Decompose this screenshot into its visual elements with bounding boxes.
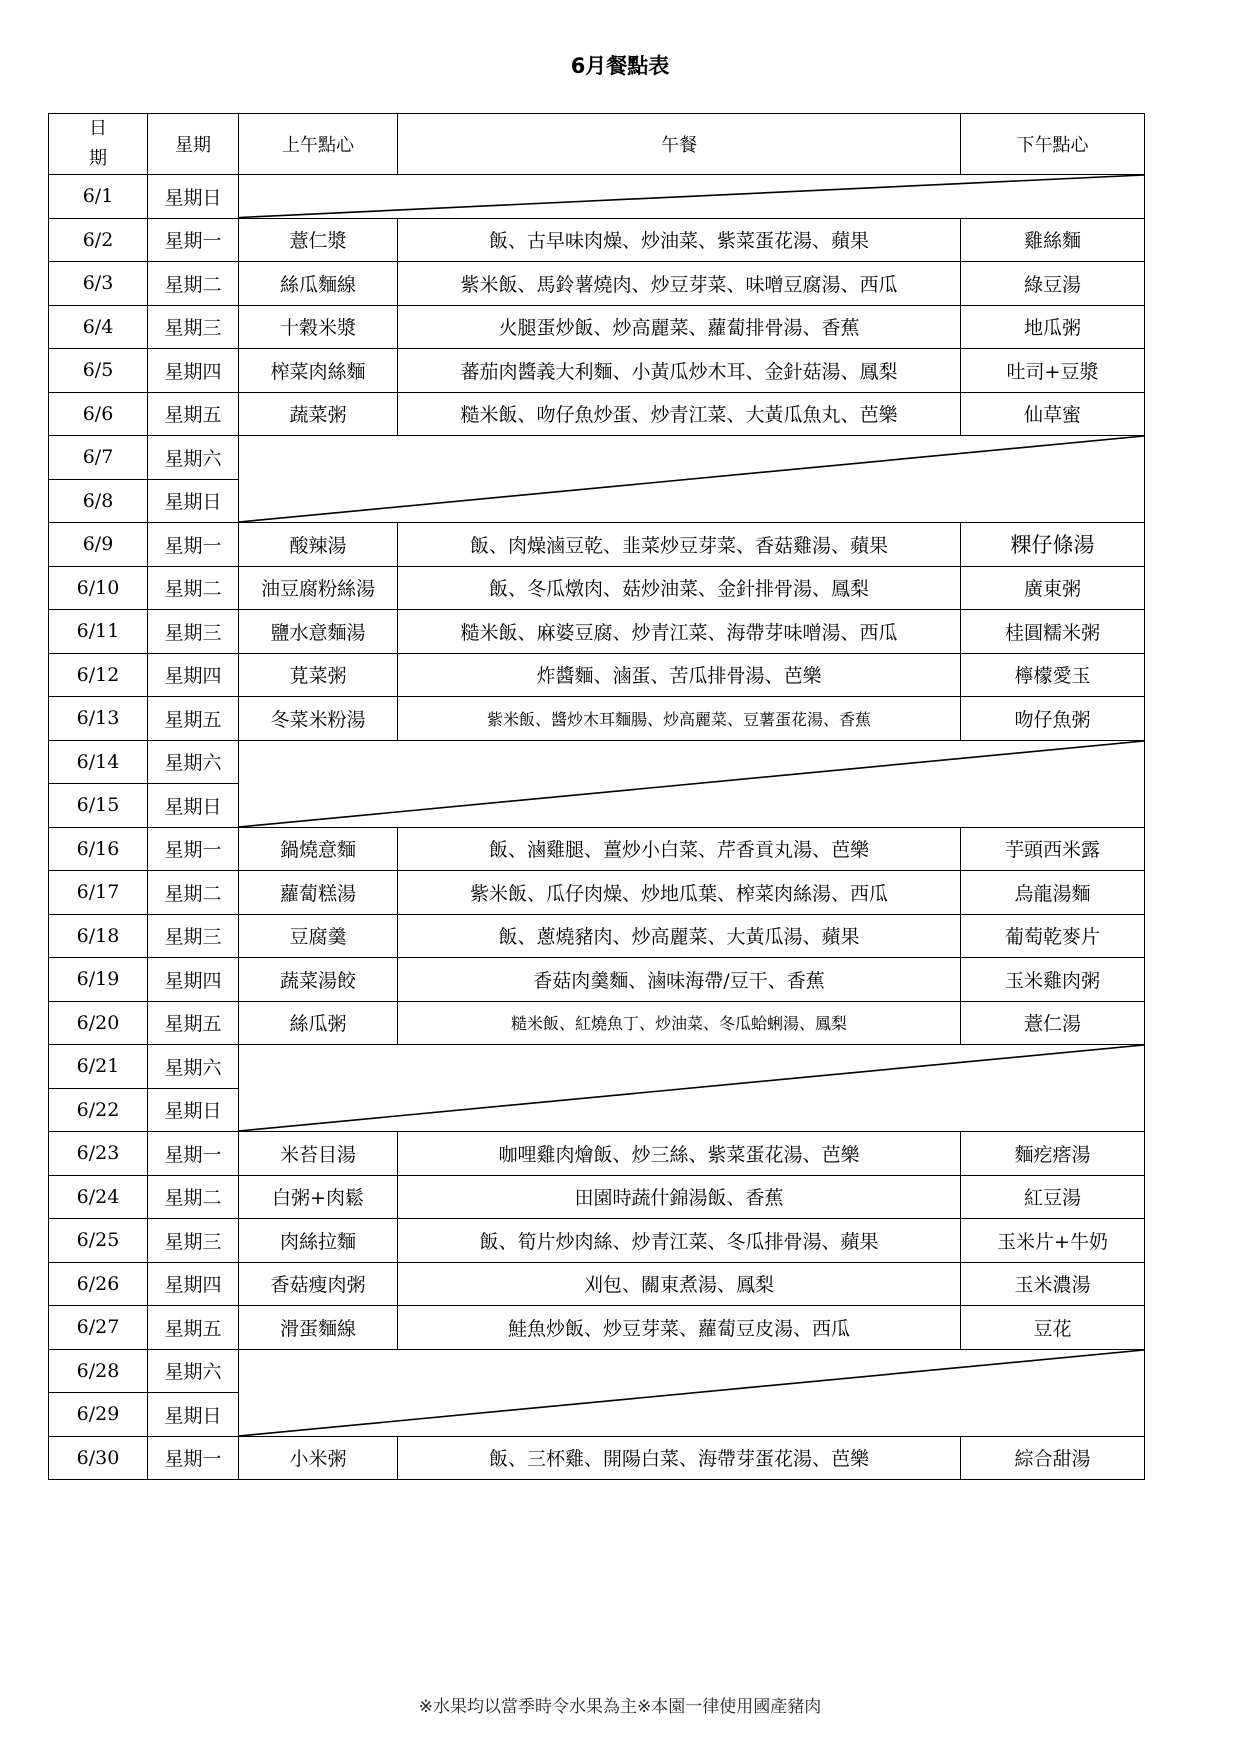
lunch-cell: 紫米飯、醬炒木耳麵腸、炒高麗菜、豆薯蛋花湯、香蕉 (398, 697, 961, 741)
date-cell: 6/21 (49, 1045, 148, 1089)
morning-snack-cell: 絲瓜粥 (239, 1001, 398, 1045)
weekday-cell: 星期四 (148, 349, 239, 393)
meal-table (48, 113, 1145, 1480)
weekday-cell: 星期五 (148, 697, 239, 741)
weekday-cell: 星期二 (148, 262, 239, 306)
table-row (49, 523, 1145, 567)
lunch-cell: 飯、筍片炒肉絲、炒青江菜、冬瓜排骨湯、蘋果 (398, 1219, 961, 1263)
afternoon-snack-cell: 檸檬愛玉 (961, 653, 1145, 697)
weekday-cell: 星期四 (148, 1262, 239, 1306)
morning-snack-cell: 小米粥 (239, 1436, 398, 1480)
table-row (49, 175, 1145, 219)
table-row (49, 914, 1145, 958)
morning-snack-cell: 莧菜粥 (239, 653, 398, 697)
table-row (49, 1001, 1145, 1045)
lunch-cell: 刈包、關東煮湯、鳳梨 (398, 1262, 961, 1306)
morning-snack-cell: 白粥+肉鬆 (239, 1175, 398, 1219)
table-row (49, 349, 1145, 393)
footer-note: ※水果均以當季時令水果為主※本園一律使用國產豬肉 (418, 1697, 822, 1717)
diagonal-strike (239, 1350, 1144, 1436)
weekday-cell: 星期四 (148, 653, 239, 697)
lunch-cell: 飯、肉燥滷豆乾、韭菜炒豆芽菜、香菇雞湯、蘋果 (398, 523, 961, 567)
table-row (49, 827, 1145, 871)
afternoon-snack-cell: 吻仔魚粥 (961, 697, 1145, 741)
lunch-cell: 飯、蔥燒豬肉、炒高麗菜、大黃瓜湯、蘋果 (398, 914, 961, 958)
lunch-cell: 火腿蛋炒飯、炒高麗菜、蘿蔔排骨湯、香蕉 (398, 305, 961, 349)
date-cell: 6/26 (49, 1262, 148, 1306)
weekday-cell: 星期三 (148, 914, 239, 958)
afternoon-snack-cell: 芋頭西米露 (961, 827, 1145, 871)
weekday-cell: 星期五 (148, 1001, 239, 1045)
weekday-cell: 星期二 (148, 1175, 239, 1219)
weekday-cell: 星期一 (148, 827, 239, 871)
afternoon-snack-cell: 薏仁湯 (961, 1001, 1145, 1045)
morning-snack-cell: 蔬菜湯餃 (239, 958, 398, 1002)
weekday-cell: 星期日 (148, 175, 239, 219)
afternoon-snack-cell: 綠豆湯 (961, 262, 1145, 306)
weekday-cell: 星期五 (148, 392, 239, 436)
no-meal-cell (239, 436, 1145, 523)
weekday-cell: 星期五 (148, 1306, 239, 1350)
lunch-cell: 鮭魚炒飯、炒豆芽菜、蘿蔔豆皮湯、西瓜 (398, 1306, 961, 1350)
weekday-cell: 星期日 (148, 1393, 239, 1437)
weekday-cell: 星期二 (148, 871, 239, 915)
meal-table-body (49, 175, 1145, 1480)
lunch-cell: 紫米飯、馬鈴薯燒肉、炒豆芽菜、味噌豆腐湯、西瓜 (398, 262, 961, 306)
morning-snack-cell: 酸辣湯 (239, 523, 398, 567)
table-row (49, 1306, 1145, 1350)
weekday-cell: 星期六 (148, 1045, 239, 1089)
date-cell: 6/11 (49, 610, 148, 654)
table-row (49, 1436, 1145, 1480)
date-cell: 6/6 (49, 392, 148, 436)
header-afternoon-snack: 下午點心 (961, 114, 1145, 175)
weekday-cell: 星期六 (148, 436, 239, 480)
lunch-cell: 香菇肉羹麵、滷味海帶/豆干、香蕉 (398, 958, 961, 1002)
lunch-cell: 炸醬麵、滷蛋、苦瓜排骨湯、芭樂 (398, 653, 961, 697)
date-cell: 6/24 (49, 1175, 148, 1219)
date-cell: 6/17 (49, 871, 148, 915)
afternoon-snack-cell: 雞絲麵 (961, 218, 1145, 262)
morning-snack-cell: 豆腐羹 (239, 914, 398, 958)
date-cell: 6/16 (49, 827, 148, 871)
table-row (49, 436, 1145, 480)
weekday-cell: 星期六 (148, 1349, 239, 1393)
weekday-cell: 星期一 (148, 523, 239, 567)
date-cell: 6/13 (49, 697, 148, 741)
table-row (49, 262, 1145, 306)
lunch-cell: 田園時蔬什錦湯飯、香蕉 (398, 1175, 961, 1219)
date-cell: 6/29 (49, 1393, 148, 1437)
morning-snack-cell: 冬菜米粉湯 (239, 697, 398, 741)
weekday-cell: 星期四 (148, 958, 239, 1002)
table-row (49, 1349, 1145, 1393)
no-meal-cell (239, 175, 1145, 219)
morning-snack-cell: 鍋燒意麵 (239, 827, 398, 871)
date-cell: 6/15 (49, 784, 148, 828)
table-row (49, 566, 1145, 610)
weekday-cell: 星期二 (148, 566, 239, 610)
afternoon-snack-cell: 地瓜粥 (961, 305, 1145, 349)
date-cell: 6/10 (49, 566, 148, 610)
afternoon-snack-cell: 豆花 (961, 1306, 1145, 1350)
no-meal-cell (239, 1045, 1145, 1132)
afternoon-snack-cell: 廣東粥 (961, 566, 1145, 610)
afternoon-snack-cell: 吐司+豆漿 (961, 349, 1145, 393)
weekday-cell: 星期三 (148, 305, 239, 349)
no-meal-cell (239, 740, 1145, 827)
morning-snack-cell: 滑蛋麵線 (239, 1306, 398, 1350)
header-date: 日 期 (49, 114, 148, 175)
morning-snack-cell: 鹽水意麵湯 (239, 610, 398, 654)
date-cell: 6/3 (49, 262, 148, 306)
date-cell: 6/9 (49, 523, 148, 567)
date-cell: 6/19 (49, 958, 148, 1002)
weekday-cell: 星期三 (148, 610, 239, 654)
afternoon-snack-cell: 玉米濃湯 (961, 1262, 1145, 1306)
weekday-cell: 星期三 (148, 1219, 239, 1263)
date-cell: 6/8 (49, 479, 148, 523)
morning-snack-cell: 肉絲拉麵 (239, 1219, 398, 1263)
weekday-cell: 星期一 (148, 1436, 239, 1480)
date-cell: 6/4 (49, 305, 148, 349)
lunch-cell: 糙米飯、麻婆豆腐、炒青江菜、海帶芽味噌湯、西瓜 (398, 610, 961, 654)
weekday-cell: 星期日 (148, 479, 239, 523)
table-row (49, 1132, 1145, 1176)
morning-snack-cell: 米苔目湯 (239, 1132, 398, 1176)
table-row (49, 392, 1145, 436)
table-row (49, 871, 1145, 915)
diagonal-strike (239, 1045, 1144, 1131)
afternoon-snack-cell: 玉米雞肉粥 (961, 958, 1145, 1002)
lunch-cell: 飯、冬瓜燉肉、菇炒油菜、金針排骨湯、鳳梨 (398, 566, 961, 610)
lunch-cell: 飯、滷雞腿、薑炒小白菜、芹香貢丸湯、芭樂 (398, 827, 961, 871)
header-weekday: 星期 (148, 114, 239, 175)
date-cell: 6/14 (49, 740, 148, 784)
weekday-cell: 星期日 (148, 1088, 239, 1132)
table-row (49, 305, 1145, 349)
lunch-cell: 糙米飯、吻仔魚炒蛋、炒青江菜、大黃瓜魚丸、芭樂 (398, 392, 961, 436)
date-cell: 6/1 (49, 175, 148, 219)
afternoon-snack-cell: 烏龍湯麵 (961, 871, 1145, 915)
weekday-cell: 星期六 (148, 740, 239, 784)
header-row (49, 114, 1145, 175)
diagonal-strike (239, 436, 1144, 522)
weekday-cell: 星期日 (148, 784, 239, 828)
header-lunch: 午餐 (398, 114, 961, 175)
lunch-cell: 糙米飯、紅燒魚丁、炒油菜、冬瓜蛤蜊湯、鳳梨 (398, 1001, 961, 1045)
lunch-cell: 紫米飯、瓜仔肉燥、炒地瓜葉、榨菜肉絲湯、西瓜 (398, 871, 961, 915)
morning-snack-cell: 薏仁漿 (239, 218, 398, 262)
date-cell: 6/25 (49, 1219, 148, 1263)
date-cell: 6/5 (49, 349, 148, 393)
table-row (49, 218, 1145, 262)
morning-snack-cell: 榨菜肉絲麵 (239, 349, 398, 393)
morning-snack-cell: 蘿蔔糕湯 (239, 871, 398, 915)
table-row (49, 1219, 1145, 1263)
date-cell: 6/18 (49, 914, 148, 958)
table-row (49, 1262, 1145, 1306)
lunch-cell: 飯、古早味肉燥、炒油菜、紫菜蛋花湯、蘋果 (398, 218, 961, 262)
date-cell: 6/28 (49, 1349, 148, 1393)
table-row (49, 1175, 1145, 1219)
lunch-cell: 咖哩雞肉燴飯、炒三絲、紫菜蛋花湯、芭樂 (398, 1132, 961, 1176)
date-cell: 6/2 (49, 218, 148, 262)
afternoon-snack-cell: 玉米片+牛奶 (961, 1219, 1145, 1263)
afternoon-snack-cell: 仙草蜜 (961, 392, 1145, 436)
diagonal-strike (239, 741, 1144, 827)
afternoon-snack-cell: 葡萄乾麥片 (961, 914, 1145, 958)
table-row (49, 653, 1145, 697)
lunch-cell: 飯、三杯雞、開陽白菜、海帶芽蛋花湯、芭樂 (398, 1436, 961, 1480)
afternoon-snack-cell: 桂圓糯米粥 (961, 610, 1145, 654)
table-row (49, 610, 1145, 654)
table-row (49, 697, 1145, 741)
header-morning-snack: 上午點心 (239, 114, 398, 175)
morning-snack-cell: 絲瓜麵線 (239, 262, 398, 306)
date-cell: 6/30 (49, 1436, 148, 1480)
date-cell: 6/20 (49, 1001, 148, 1045)
table-row (49, 958, 1145, 1002)
morning-snack-cell: 油豆腐粉絲湯 (239, 566, 398, 610)
table-row (49, 740, 1145, 784)
weekday-cell: 星期一 (148, 1132, 239, 1176)
date-cell: 6/7 (49, 436, 148, 480)
date-cell: 6/23 (49, 1132, 148, 1176)
no-meal-cell (239, 1349, 1145, 1436)
date-cell: 6/27 (49, 1306, 148, 1350)
date-cell: 6/12 (49, 653, 148, 697)
afternoon-snack-cell: 麵疙瘩湯 (961, 1132, 1145, 1176)
date-cell: 6/22 (49, 1088, 148, 1132)
afternoon-snack-cell: 紅豆湯 (961, 1175, 1145, 1219)
afternoon-snack-cell: 綜合甜湯 (961, 1436, 1145, 1480)
weekday-cell: 星期一 (148, 218, 239, 262)
page-title: 6月餐點表 (570, 54, 670, 78)
morning-snack-cell: 十穀米漿 (239, 305, 398, 349)
table-row (49, 1045, 1145, 1089)
morning-snack-cell: 香菇瘦肉粥 (239, 1262, 398, 1306)
lunch-cell: 蕃茄肉醬義大利麵、小黃瓜炒木耳、金針菇湯、鳳梨 (398, 349, 961, 393)
diagonal-strike (239, 175, 1144, 218)
afternoon-snack-cell: 粿仔條湯 (961, 523, 1145, 567)
morning-snack-cell: 蔬菜粥 (239, 392, 398, 436)
